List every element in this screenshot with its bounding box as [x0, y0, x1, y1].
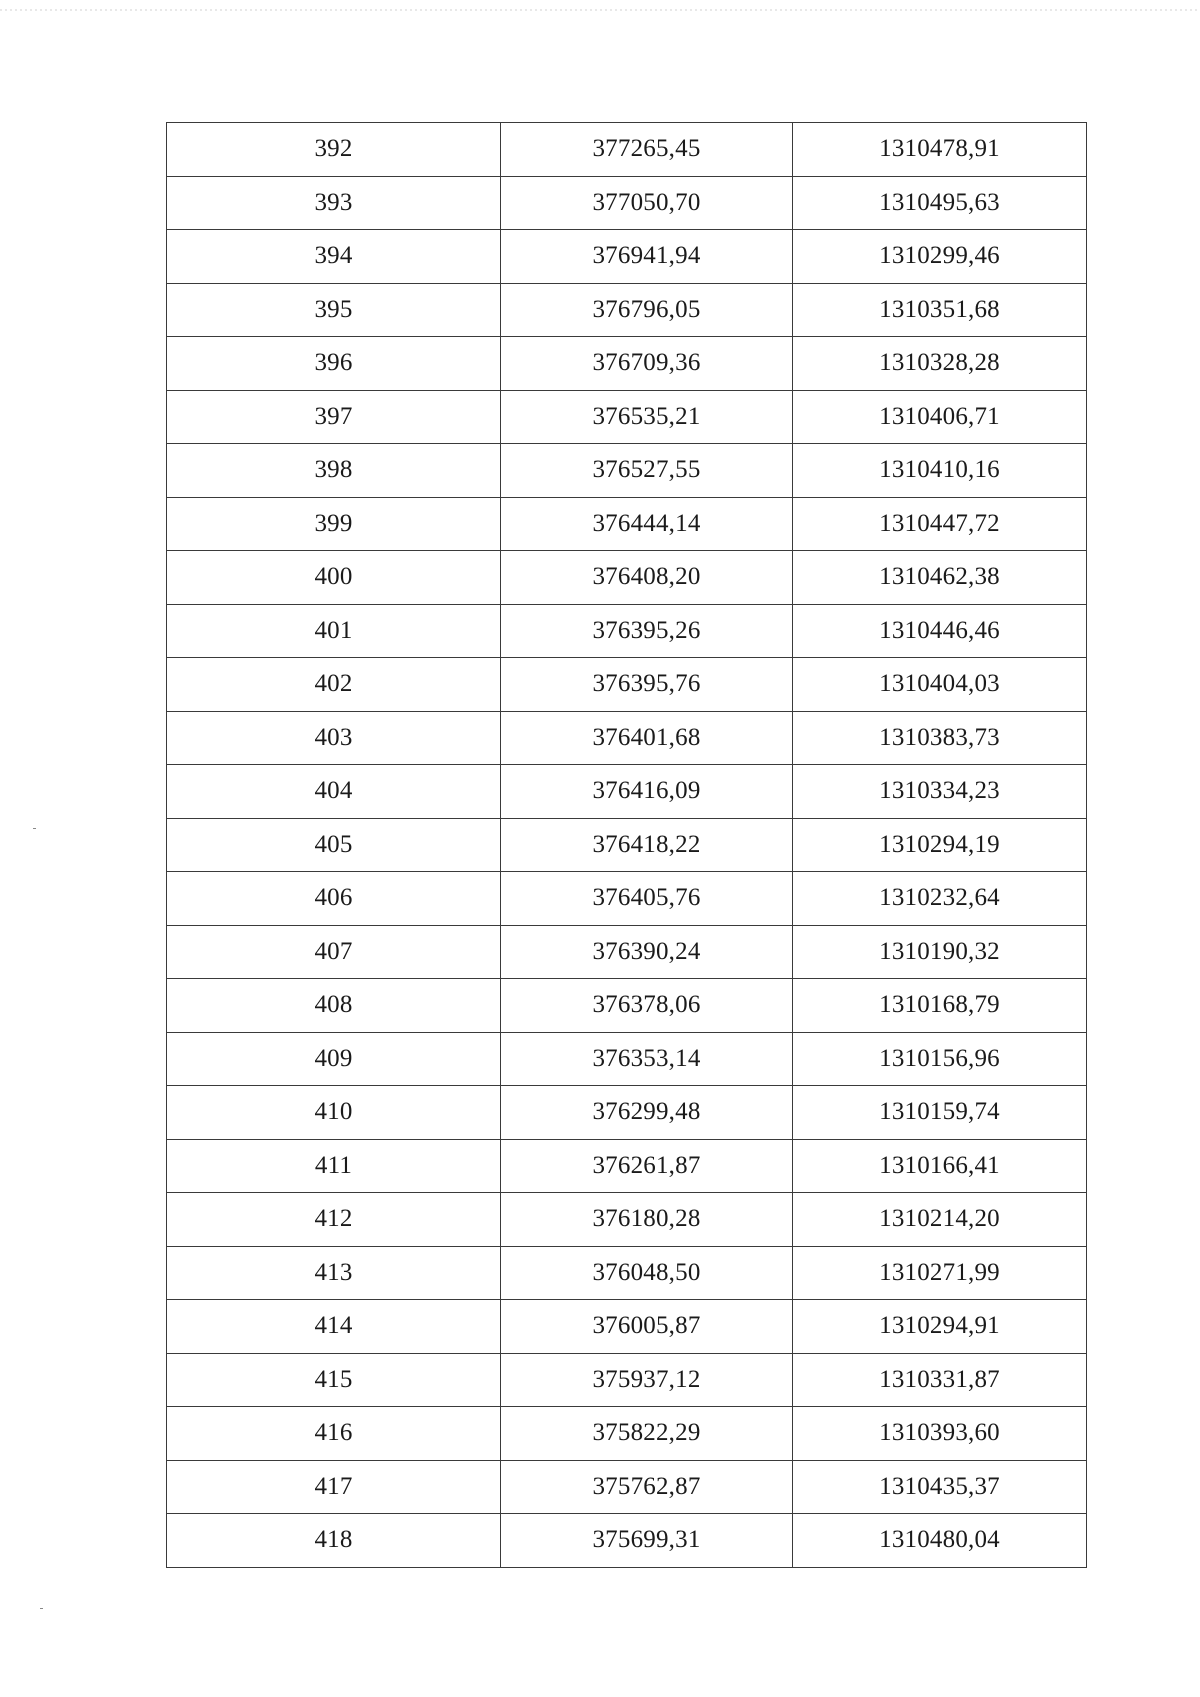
point-number-cell: 394 [167, 230, 501, 284]
table-row [167, 123, 1087, 177]
x-coordinate-cell: 377265,45 [501, 123, 793, 177]
table-row [167, 1032, 1087, 1086]
table-row [167, 497, 1087, 551]
point-number-cell: 408 [167, 979, 501, 1033]
x-coordinate-cell: 377050,70 [501, 176, 793, 230]
point-number-cell: 402 [167, 658, 501, 712]
point-number-cell: 406 [167, 872, 501, 926]
table-row [167, 711, 1087, 765]
y-coordinate-cell: 1310410,16 [793, 444, 1087, 498]
y-coordinate-cell: 1310334,23 [793, 765, 1087, 819]
y-coordinate-cell: 1310462,38 [793, 551, 1087, 605]
table-row [167, 1193, 1087, 1247]
y-coordinate-cell: 1310294,91 [793, 1300, 1087, 1354]
x-coordinate-cell: 376941,94 [501, 230, 793, 284]
y-coordinate-cell: 1310383,73 [793, 711, 1087, 765]
table-row [167, 872, 1087, 926]
table-row [167, 658, 1087, 712]
table-row [167, 444, 1087, 498]
y-coordinate-cell: 1310294,19 [793, 818, 1087, 872]
table-row [167, 337, 1087, 391]
x-coordinate-cell: 376390,24 [501, 925, 793, 979]
x-coordinate-cell: 376408,20 [501, 551, 793, 605]
y-coordinate-cell: 1310190,32 [793, 925, 1087, 979]
point-number-cell: 392 [167, 123, 501, 177]
x-coordinate-cell: 375699,31 [501, 1514, 793, 1568]
x-coordinate-cell: 376527,55 [501, 444, 793, 498]
x-coordinate-cell: 375762,87 [501, 1460, 793, 1514]
y-coordinate-cell: 1310478,91 [793, 123, 1087, 177]
y-coordinate-cell: 1310435,37 [793, 1460, 1087, 1514]
point-number-cell: 410 [167, 1086, 501, 1140]
x-coordinate-cell: 376709,36 [501, 337, 793, 391]
x-coordinate-cell: 376418,22 [501, 818, 793, 872]
x-coordinate-cell: 375822,29 [501, 1407, 793, 1461]
scan-speck [33, 828, 36, 829]
point-number-cell: 393 [167, 176, 501, 230]
point-number-cell: 417 [167, 1460, 501, 1514]
x-coordinate-cell: 375937,12 [501, 1353, 793, 1407]
x-coordinate-cell: 376299,48 [501, 1086, 793, 1140]
table-row [167, 390, 1087, 444]
point-number-cell: 400 [167, 551, 501, 605]
point-number-cell: 397 [167, 390, 501, 444]
y-coordinate-cell: 1310271,99 [793, 1246, 1087, 1300]
table-row [167, 1407, 1087, 1461]
table-row [167, 1139, 1087, 1193]
y-coordinate-cell: 1310495,63 [793, 176, 1087, 230]
scan-speck [40, 1608, 43, 1609]
coordinates-table-body [167, 123, 1087, 1568]
table-row [167, 1353, 1087, 1407]
x-coordinate-cell: 376378,06 [501, 979, 793, 1033]
table-row [167, 283, 1087, 337]
y-coordinate-cell: 1310331,87 [793, 1353, 1087, 1407]
x-coordinate-cell: 376005,87 [501, 1300, 793, 1354]
y-coordinate-cell: 1310393,60 [793, 1407, 1087, 1461]
table-row [167, 1514, 1087, 1568]
x-coordinate-cell: 376405,76 [501, 872, 793, 926]
point-number-cell: 409 [167, 1032, 501, 1086]
x-coordinate-cell: 376416,09 [501, 765, 793, 819]
table-row [167, 230, 1087, 284]
y-coordinate-cell: 1310404,03 [793, 658, 1087, 712]
table-row [167, 604, 1087, 658]
point-number-cell: 399 [167, 497, 501, 551]
y-coordinate-cell: 1310168,79 [793, 979, 1087, 1033]
y-coordinate-cell: 1310447,72 [793, 497, 1087, 551]
x-coordinate-cell: 376180,28 [501, 1193, 793, 1247]
table-row [167, 979, 1087, 1033]
y-coordinate-cell: 1310159,74 [793, 1086, 1087, 1140]
x-coordinate-cell: 376353,14 [501, 1032, 793, 1086]
point-number-cell: 405 [167, 818, 501, 872]
table-row [167, 1246, 1087, 1300]
y-coordinate-cell: 1310446,46 [793, 604, 1087, 658]
x-coordinate-cell: 376048,50 [501, 1246, 793, 1300]
point-number-cell: 418 [167, 1514, 501, 1568]
point-number-cell: 415 [167, 1353, 501, 1407]
y-coordinate-cell: 1310299,46 [793, 230, 1087, 284]
scan-artifact-line [0, 9, 1200, 11]
table-row [167, 1086, 1087, 1140]
x-coordinate-cell: 376395,26 [501, 604, 793, 658]
y-coordinate-cell: 1310166,41 [793, 1139, 1087, 1193]
table-row [167, 176, 1087, 230]
y-coordinate-cell: 1310156,96 [793, 1032, 1087, 1086]
table-row [167, 925, 1087, 979]
table-row [167, 1460, 1087, 1514]
coordinates-table [166, 122, 1087, 1568]
y-coordinate-cell: 1310214,20 [793, 1193, 1087, 1247]
y-coordinate-cell: 1310406,71 [793, 390, 1087, 444]
x-coordinate-cell: 376444,14 [501, 497, 793, 551]
point-number-cell: 416 [167, 1407, 501, 1461]
point-number-cell: 395 [167, 283, 501, 337]
y-coordinate-cell: 1310351,68 [793, 283, 1087, 337]
point-number-cell: 396 [167, 337, 501, 391]
point-number-cell: 414 [167, 1300, 501, 1354]
table-row [167, 1300, 1087, 1354]
x-coordinate-cell: 376401,68 [501, 711, 793, 765]
point-number-cell: 401 [167, 604, 501, 658]
table-row [167, 765, 1087, 819]
point-number-cell: 411 [167, 1139, 501, 1193]
point-number-cell: 407 [167, 925, 501, 979]
table-row [167, 818, 1087, 872]
x-coordinate-cell: 376535,21 [501, 390, 793, 444]
point-number-cell: 403 [167, 711, 501, 765]
y-coordinate-cell: 1310480,04 [793, 1514, 1087, 1568]
y-coordinate-cell: 1310232,64 [793, 872, 1087, 926]
x-coordinate-cell: 376395,76 [501, 658, 793, 712]
point-number-cell: 398 [167, 444, 501, 498]
x-coordinate-cell: 376796,05 [501, 283, 793, 337]
point-number-cell: 404 [167, 765, 501, 819]
y-coordinate-cell: 1310328,28 [793, 337, 1087, 391]
point-number-cell: 413 [167, 1246, 501, 1300]
table-row [167, 551, 1087, 605]
x-coordinate-cell: 376261,87 [501, 1139, 793, 1193]
point-number-cell: 412 [167, 1193, 501, 1247]
